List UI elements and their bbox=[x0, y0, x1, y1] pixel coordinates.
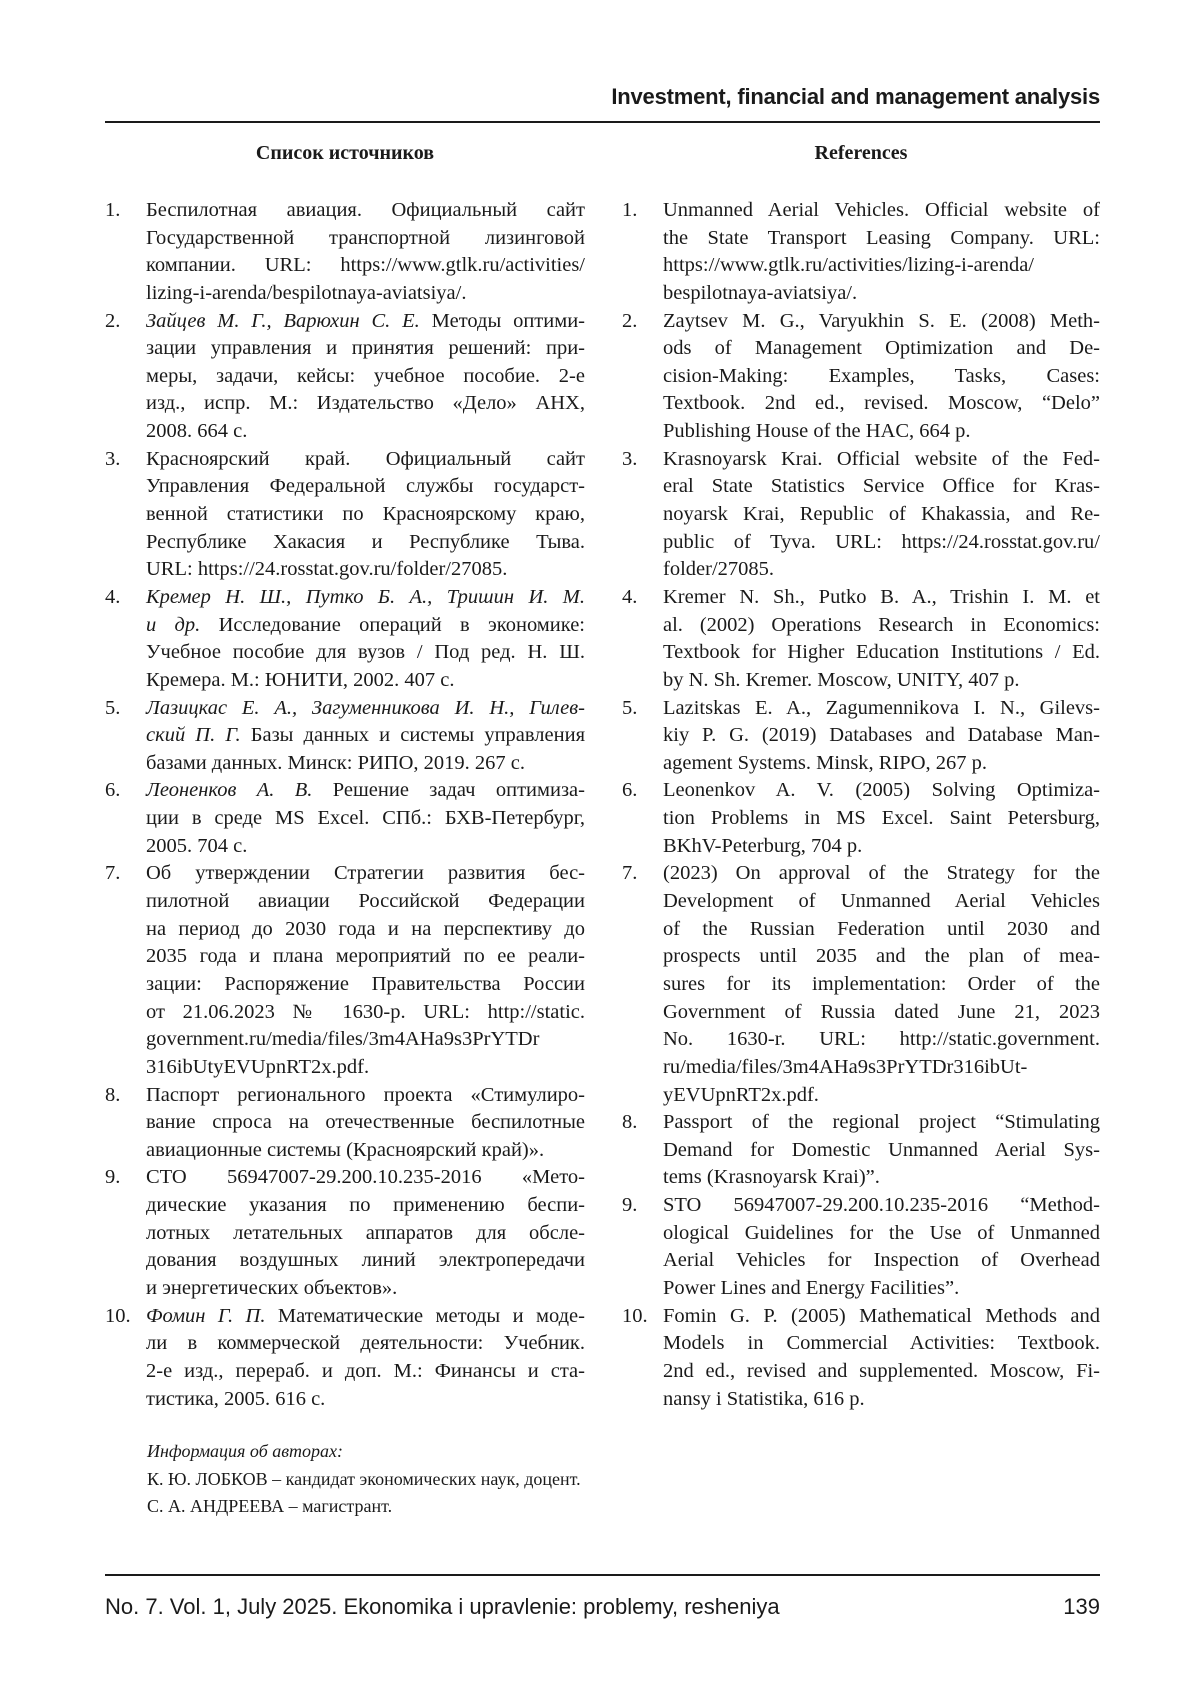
reference-line: nansy i Statistika, 616 p. bbox=[663, 1387, 865, 1410]
reference-line: Красноярский край. Официальный сайт bbox=[146, 447, 585, 470]
reference-number: 10. bbox=[622, 1304, 648, 1327]
reference-number: 2. bbox=[622, 309, 638, 332]
reference-authors: Фомин Г. П. bbox=[146, 1304, 266, 1327]
reference-line: ции в среде MS Excel. СПб.: БХВ-Петербург, bbox=[146, 807, 585, 830]
reference-line: bespilotnaya-aviatsiya/. bbox=[663, 281, 858, 304]
reference-number: 3. bbox=[105, 447, 121, 470]
reference-authors: Лазицкас Е. А., Загуменникова И. Н., Гилев- bbox=[146, 696, 585, 719]
reference-number: 9. bbox=[622, 1194, 638, 1217]
reference-item bbox=[622, 860, 1100, 1109]
reference-line: government.ru/media/files/3m4AHa9s3PrYTDr bbox=[146, 1028, 540, 1051]
reference-line: Кремера. М.: ЮНИТИ, 2002. 407 с. bbox=[146, 668, 455, 691]
reference-item bbox=[622, 308, 1100, 446]
author-entry: К. Ю. ЛОБКОВ – кандидат экономических наук, доцент. bbox=[147, 1468, 581, 1489]
reference-line bbox=[146, 722, 585, 750]
reference-line: URL: https://24.rosstat.gov.ru/folder/27085. bbox=[146, 558, 508, 581]
reference-line bbox=[146, 308, 585, 336]
reference-number: 8. bbox=[105, 1083, 121, 1106]
reference-item bbox=[105, 695, 585, 778]
reference-line bbox=[146, 1303, 585, 1331]
page-footer bbox=[105, 1594, 1100, 1620]
reference-line: tems (Krasnoyarsk Krai)”. bbox=[663, 1166, 880, 1189]
reference-line: ods of Management Optimization and De- bbox=[663, 337, 1100, 360]
reference-line: 316ibUtyEVUpnRT2x.pdf. bbox=[146, 1055, 370, 1078]
reference-number: 1. bbox=[622, 199, 638, 221]
reference-number: 1. bbox=[105, 199, 121, 221]
reference-line: BKhV-Peterburg, 704 p. bbox=[663, 834, 863, 857]
reference-authors: Кремер Н. Ш., Путко Б. А., Тришин И. М. bbox=[146, 585, 585, 608]
page-number: 139 bbox=[1063, 1594, 1100, 1619]
reference-line: by N. Sh. Kremer. Moscow, UNITY, 407 p. bbox=[663, 668, 1020, 691]
reference-item bbox=[105, 1164, 585, 1302]
reference-number: 8. bbox=[622, 1111, 638, 1134]
reference-line: agement Systems. Minsk, RIPO, 267 p. bbox=[663, 751, 988, 774]
reference-line: noyarsk Krai, Republic of Khakassia, and Re- bbox=[663, 503, 1100, 526]
running-head-section-title: Investment, financial and management analysis bbox=[611, 84, 1100, 109]
reference-item bbox=[622, 584, 1100, 695]
reference-line: lizing-i-arenda/bespilotnaya-aviatsiya/. bbox=[146, 281, 467, 304]
reference-line: и энергетических объектов». bbox=[146, 1276, 398, 1299]
reference-item bbox=[105, 446, 585, 584]
reference-text: Исследование операций в экономике: bbox=[200, 613, 585, 636]
reference-line: авиационные системы (Красноярский край)». bbox=[146, 1138, 545, 1161]
footer-rule bbox=[105, 1574, 1100, 1576]
reference-line: Unmanned Aerial Vehicles. Official website of bbox=[663, 199, 1100, 221]
reference-line: Textbook. 2nd ed., revised. Moscow, “Delo” bbox=[663, 392, 1100, 415]
reference-line: Государственной транспортной лизинговой bbox=[146, 226, 585, 249]
reference-item bbox=[622, 1192, 1100, 1303]
reference-number: 6. bbox=[105, 779, 121, 802]
reference-line: Textbook for Higher Education Institutions / Ed. bbox=[663, 641, 1100, 664]
reference-item bbox=[622, 777, 1100, 860]
reference-text: Решение задач оптимиза- bbox=[312, 779, 585, 802]
author-info bbox=[147, 1438, 581, 1521]
header-rule bbox=[105, 121, 1100, 123]
reference-line: ли в коммерческой деятельности: Учебник. bbox=[146, 1332, 585, 1355]
reference-line: вание спроса на отечественные беспилотные bbox=[146, 1111, 585, 1134]
reference-item bbox=[105, 1303, 585, 1414]
reference-line: 2035 года и плана мероприятий по ее реали- bbox=[146, 945, 585, 968]
heading-references-en: References bbox=[814, 142, 908, 164]
reference-line: Паспорт регионального проекта «Стимулиро- bbox=[146, 1083, 585, 1106]
reference-line: of the Russian Federation until 2030 and bbox=[663, 917, 1100, 940]
reference-line: меры, задачи, кейсы: учебное пособие. 2-е bbox=[146, 364, 585, 387]
reference-item bbox=[105, 777, 585, 860]
reference-line: 2008. 664 с. bbox=[146, 420, 248, 443]
reference-item bbox=[622, 197, 1100, 308]
reference-number: 7. bbox=[622, 862, 638, 885]
reference-line: Управления Федеральной службы государст- bbox=[146, 475, 585, 498]
reference-authors: Леоненков А. В. bbox=[146, 779, 313, 802]
reference-line: венной статистики по Красноярскому краю, bbox=[146, 503, 585, 526]
reference-line bbox=[146, 695, 585, 723]
reference-item bbox=[105, 197, 585, 308]
reference-number: 4. bbox=[105, 585, 121, 608]
reference-number: 10. bbox=[105, 1304, 131, 1327]
reference-item bbox=[622, 1303, 1100, 1414]
reference-line: Fomin G. P. (2005) Mathematical Methods and bbox=[663, 1304, 1100, 1327]
reference-line: Models in Commercial Activities: Textbook. bbox=[663, 1332, 1100, 1355]
reference-line: Leonenkov A. V. (2005) Solving Optimiza- bbox=[663, 779, 1100, 802]
reference-item bbox=[622, 1109, 1100, 1192]
reference-line: Passport of the regional project “Stimulating bbox=[663, 1111, 1100, 1134]
reference-line bbox=[146, 584, 585, 612]
reference-line: изд., испр. М.: Издательство «Дело» АНХ, bbox=[146, 392, 585, 415]
reference-number: 9. bbox=[105, 1166, 121, 1189]
reference-line: No. 1630-r. URL: http://static.government. bbox=[663, 1028, 1100, 1051]
reference-line: prospects until 2035 and the plan of mea- bbox=[663, 945, 1100, 968]
reference-authors: и др. bbox=[146, 613, 201, 636]
reference-line: 2nd ed., revised and supplemented. Moscow, Fi- bbox=[663, 1359, 1100, 1382]
reference-item bbox=[105, 584, 585, 695]
reference-line: СТО 56947007-29.200.10.235-2016 «Мето- bbox=[146, 1166, 585, 1189]
reference-authors: ский П. Г. bbox=[146, 724, 241, 747]
reference-line: tion Problems in MS Excel. Saint Petersburg, bbox=[663, 807, 1100, 830]
reference-line: https://www.gtlk.ru/activities/lizing-i-arenda/ bbox=[663, 254, 1035, 277]
reference-line: Demand for Domestic Unmanned Aerial Sys- bbox=[663, 1138, 1100, 1161]
reference-line: лотных летательных аппаратов для обсле- bbox=[146, 1221, 585, 1244]
reference-number: 4. bbox=[622, 585, 638, 608]
reference-line: Беспилотная авиация. Официальный сайт bbox=[146, 199, 585, 221]
heading-references-ru: Список источников bbox=[255, 142, 435, 164]
reference-list-ru bbox=[105, 197, 585, 1413]
reference-line: зации управления и принятия решений: при- bbox=[146, 337, 585, 360]
reference-line: 2-е изд., перераб. и доп. М.: Финансы и ста- bbox=[146, 1359, 585, 1382]
reference-line: Aerial Vehicles for Inspection of Overhead bbox=[663, 1249, 1100, 1272]
journal-citation: No. 7. Vol. 1, July 2025. Ekonomika i upravlenie: problemy, resheniya bbox=[105, 1594, 780, 1619]
reference-line: Об утверждении Стратегии развития бес- bbox=[146, 862, 585, 885]
reference-line: kiy P. G. (2019) Databases and Database Man- bbox=[663, 724, 1100, 747]
reference-text: Методы оптими- bbox=[419, 309, 585, 332]
reference-line: ru/media/files/3m4AHa9s3PrYTDr316ibUt- bbox=[663, 1055, 1028, 1078]
reference-line: yEVUpnRT2x.pdf. bbox=[663, 1083, 819, 1106]
reference-line: Government of Russia dated June 21, 2023 bbox=[663, 1000, 1100, 1023]
reference-line: базами данных. Минск: РИПО, 2019. 267 с. bbox=[146, 751, 525, 774]
reference-item bbox=[622, 446, 1100, 584]
reference-line: Республике Хакасия и Республике Тыва. bbox=[146, 530, 585, 553]
reference-text: Базы данных и системы управления bbox=[240, 724, 585, 747]
reference-line: 2005. 704 с. bbox=[146, 834, 248, 857]
reference-line: folder/27085. bbox=[663, 558, 775, 581]
reference-line: STO 56947007-29.200.10.235-2016 “Method- bbox=[663, 1194, 1100, 1217]
reference-line: зации: Распоряжение Правительства России bbox=[146, 972, 585, 995]
reference-text: Математические методы и моде- bbox=[265, 1304, 585, 1327]
reference-number: 5. bbox=[622, 696, 638, 719]
reference-line: ological Guidelines for the Use of Unmanned bbox=[663, 1221, 1100, 1244]
reference-line: на период до 2030 года и на перспективу до bbox=[146, 917, 585, 940]
reference-item bbox=[105, 1082, 585, 1165]
reference-line: пилотной авиации Российской Федерации bbox=[146, 890, 585, 913]
reference-list-en bbox=[622, 197, 1100, 1413]
reference-authors: Зайцев М. Г., Варюхин С. Е. bbox=[146, 309, 420, 332]
reference-line: Development of Unmanned Aerial Vehicles bbox=[663, 890, 1100, 913]
reference-line: cision-Making: Examples, Tasks, Cases: bbox=[663, 364, 1100, 387]
reference-line: al. (2002) Operations Research in Economics: bbox=[663, 613, 1100, 636]
reference-line: the State Transport Leasing Company. URL: bbox=[663, 226, 1100, 249]
reference-line: Kremer N. Sh., Putko B. A., Trishin I. M. et bbox=[663, 585, 1100, 608]
reference-item bbox=[105, 308, 585, 446]
reference-number: 2. bbox=[105, 309, 121, 332]
reference-number: 5. bbox=[105, 696, 121, 719]
reference-line bbox=[146, 612, 585, 640]
reference-line: дования воздушных линий электропередачи bbox=[146, 1249, 585, 1272]
reference-line: дические указания по применению беспи- bbox=[146, 1194, 585, 1217]
reference-number: 3. bbox=[622, 447, 638, 470]
reference-number: 7. bbox=[105, 862, 121, 885]
reference-line: eral State Statistics Service Office for Kras- bbox=[663, 475, 1100, 498]
author-info-heading: Информация об авторах: bbox=[147, 1441, 344, 1461]
reference-line: Zaytsev M. G., Varyukhin S. E. (2008) Meth- bbox=[663, 309, 1100, 332]
reference-line bbox=[146, 777, 585, 805]
reference-line: Power Lines and Energy Facilities”. bbox=[663, 1276, 960, 1299]
reference-line: тистика, 2005. 616 с. bbox=[146, 1387, 326, 1410]
reference-line: public of Tyva. URL: https://24.rosstat.gov.ru/ bbox=[663, 530, 1100, 553]
reference-line: Lazitskas E. A., Zagumennikova I. N., Gilevs- bbox=[663, 696, 1100, 719]
reference-item bbox=[622, 695, 1100, 778]
reference-line: (2023) On approval of the Strategy for the bbox=[663, 862, 1100, 885]
reference-line: Krasnoyarsk Krai. Official website of the Fed- bbox=[663, 447, 1100, 470]
reference-line: Учебное пособие для вузов / Под ред. Н. Ш. bbox=[146, 641, 585, 664]
reference-line: Publishing House of the HAC, 664 p. bbox=[663, 420, 971, 443]
reference-item bbox=[105, 860, 585, 1081]
reference-line: от 21.06.2023 № 1630-р. URL: http://static. bbox=[146, 1000, 585, 1023]
author-entry: С. А. АНДРЕЕВА – магистрант. bbox=[147, 1496, 393, 1516]
reference-number: 6. bbox=[622, 779, 638, 802]
reference-line: sures for its implementation: Order of the bbox=[663, 972, 1100, 995]
reference-line: компании. URL: https://www.gtlk.ru/activities/ bbox=[146, 254, 585, 277]
